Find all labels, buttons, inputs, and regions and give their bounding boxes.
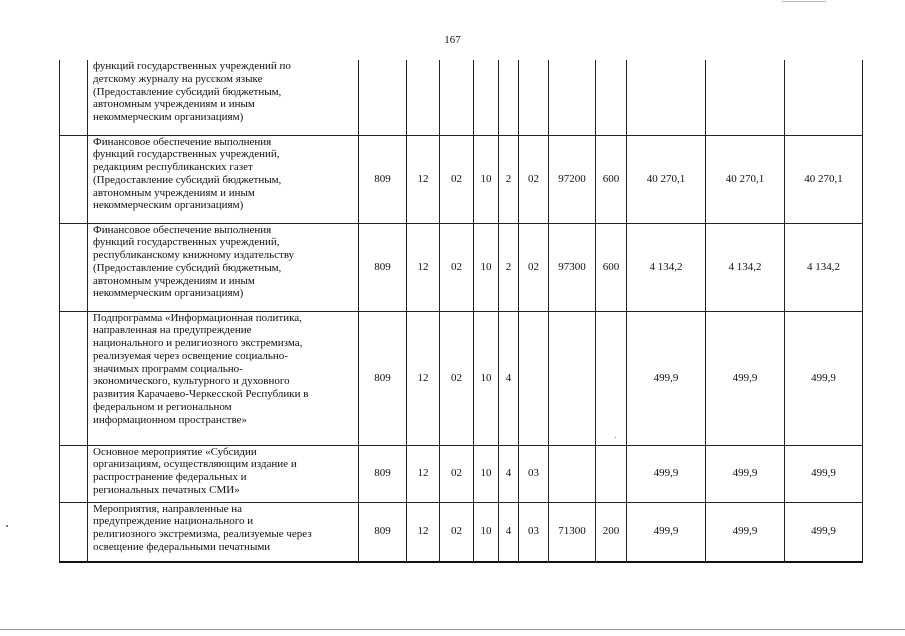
ministry-code-cell: 809 (359, 135, 407, 223)
section-cell: 12 (407, 502, 440, 562)
amount-year3-cell (785, 60, 863, 135)
description-line: детскому журналу на русском языке (93, 72, 263, 85)
table-row (60, 60, 863, 135)
description-line: некоммерческим организациям) (93, 287, 244, 300)
subprogram-cell: 4 (499, 445, 519, 502)
description-line: автономным учреждениям и иным (93, 186, 255, 199)
description-line: национального и религиозного экстремизма, (93, 337, 303, 350)
expense-type-cell: 600 (596, 223, 627, 311)
description-line: реализуемая через освещение социально- (93, 349, 288, 362)
program-cell (474, 60, 499, 135)
subsection-cell: 02 (440, 445, 474, 502)
program-cell: 10 (474, 223, 499, 311)
amount-year2-cell: 499,9 (706, 311, 785, 445)
direction-cell: 71300 (549, 502, 596, 562)
subprogram-cell (499, 60, 519, 135)
description-line: автономным учреждениям и иным (93, 98, 255, 111)
program-cell: 10 (474, 311, 499, 445)
section-cell: 12 (407, 223, 440, 311)
description-line: значимых программ социально- (93, 362, 243, 375)
amount-year3-cell: 4 134,2 (785, 223, 863, 311)
direction-cell (549, 311, 596, 445)
section-cell: 12 (407, 445, 440, 502)
activity-cell (519, 60, 549, 135)
item-description-cell (88, 135, 359, 223)
description-line: распространение федеральных и (93, 471, 247, 484)
description-line: некоммерческим организациям) (93, 199, 244, 212)
amount-year2-cell: 499,9 (706, 445, 785, 502)
description-line: Подпрограмма «Информационная политика, (93, 311, 302, 324)
subsection-cell: 02 (440, 502, 474, 562)
amount-year3-cell: 40 270,1 (785, 135, 863, 223)
ministry-code-cell: 809 (359, 311, 407, 445)
row-number-cell (60, 502, 88, 562)
amount-year2-cell: 4 134,2 (706, 223, 785, 311)
amount-year3-cell: 499,9 (785, 445, 863, 502)
amount-year1-cell (627, 60, 706, 135)
section-cell: 12 (407, 135, 440, 223)
amount-year3-cell: 499,9 (785, 311, 863, 445)
row-number-cell (60, 135, 88, 223)
table-row (60, 223, 863, 311)
activity-cell: 03 (519, 502, 549, 562)
row-number-cell (60, 311, 88, 445)
amount-year1-cell: 40 270,1 (627, 135, 706, 223)
program-cell: 10 (474, 135, 499, 223)
description-line: Основное мероприятие «Субсидии (93, 445, 257, 458)
budget-table (59, 60, 863, 563)
scan-artifact-dot (615, 437, 616, 438)
row-number-cell (60, 223, 88, 311)
description-line: федеральном и региональном (93, 401, 232, 414)
activity-cell: 02 (519, 223, 549, 311)
direction-cell: 97300 (549, 223, 596, 311)
amount-year2-cell: 499,9 (706, 502, 785, 562)
subprogram-cell: 4 (499, 311, 519, 445)
description-line: функций государственных учреждений по (93, 60, 291, 72)
section-cell: 12 (407, 311, 440, 445)
description-line: редакциям республиканских газет (93, 161, 253, 174)
description-line: информационном пространстве» (93, 413, 248, 426)
table-row (60, 135, 863, 223)
description-line: Финансовое обеспечение выполнения (93, 223, 272, 236)
description-line: религиозного экстремизма, реализуемые через (93, 528, 312, 541)
amount-year1-cell: 499,9 (627, 311, 706, 445)
expense-type-cell (596, 445, 627, 502)
table-row (60, 445, 863, 502)
row-number-cell (60, 60, 88, 135)
description-line: организациям, осуществляющим издание и (93, 458, 297, 471)
item-description-cell (88, 311, 359, 445)
direction-cell: 97200 (549, 135, 596, 223)
description-line: (Предоставление субсидий бюджетным, (93, 261, 282, 274)
amount-year1-cell: 4 134,2 (627, 223, 706, 311)
amount-year3-cell: 499,9 (785, 502, 863, 562)
item-description-cell (88, 60, 359, 135)
table-row (60, 502, 863, 562)
description-line: освещение федеральными печатными (93, 540, 271, 553)
direction-cell (549, 60, 596, 135)
subsection-cell: 02 (440, 311, 474, 445)
subsection-cell: 02 (440, 135, 474, 223)
expense-type-cell (596, 60, 627, 135)
description-line: экономического, культурного и духовного (93, 375, 290, 388)
description-line: функций государственных учреждений, (93, 148, 280, 161)
amount-year1-cell: 499,9 (627, 502, 706, 562)
subprogram-cell: 2 (499, 135, 519, 223)
description-line: республиканскому книжному издательству (93, 249, 295, 262)
item-description-cell (88, 445, 359, 502)
amount-year2-cell: 40 270,1 (706, 135, 785, 223)
activity-cell (519, 311, 549, 445)
description-line: региональных печатных СМИ» (93, 483, 240, 496)
direction-cell (549, 445, 596, 502)
program-cell: 10 (474, 445, 499, 502)
table-row (60, 311, 863, 445)
item-description-cell (88, 502, 359, 562)
description-line: предупреждение национального и (93, 515, 254, 528)
description-line: (Предоставление субсидий бюджетным, (93, 85, 282, 98)
subprogram-cell: 4 (499, 502, 519, 562)
expense-type-cell: 600 (596, 135, 627, 223)
page-bottom-edge (0, 629, 905, 630)
subprogram-cell: 2 (499, 223, 519, 311)
amount-year2-cell (706, 60, 785, 135)
description-line: автономным учреждениям и иным (93, 274, 255, 287)
description-line: развития Карачаево-Черкесской Республики в (93, 388, 309, 401)
expense-type-cell (596, 311, 627, 445)
page-number: 167 (444, 34, 461, 46)
ministry-code-cell: 809 (359, 502, 407, 562)
ministry-code-cell: 809 (359, 445, 407, 502)
subsection-cell: 02 (440, 223, 474, 311)
section-cell (407, 60, 440, 135)
program-cell: 10 (474, 502, 499, 562)
activity-cell: 02 (519, 135, 549, 223)
description-line: (Предоставление субсидий бюджетным, (93, 173, 282, 186)
ministry-code-cell (359, 60, 407, 135)
description-line: Мероприятия, направленные на (93, 502, 242, 515)
description-line: функций государственных учреждений, (93, 236, 280, 249)
expense-type-cell: 200 (596, 502, 627, 562)
scan-artifact-line (782, 1, 826, 2)
ministry-code-cell: 809 (359, 223, 407, 311)
amount-year1-cell: 499,9 (627, 445, 706, 502)
description-line: некоммерческим организациям) (93, 111, 244, 124)
item-description-cell (88, 223, 359, 311)
description-line: направленная на предупреждение (93, 324, 252, 337)
row-number-cell (60, 445, 88, 502)
activity-cell: 03 (519, 445, 549, 502)
description-line: Финансовое обеспечение выполнения (93, 135, 272, 148)
subsection-cell (440, 60, 474, 135)
scan-artifact-dot (6, 525, 8, 527)
